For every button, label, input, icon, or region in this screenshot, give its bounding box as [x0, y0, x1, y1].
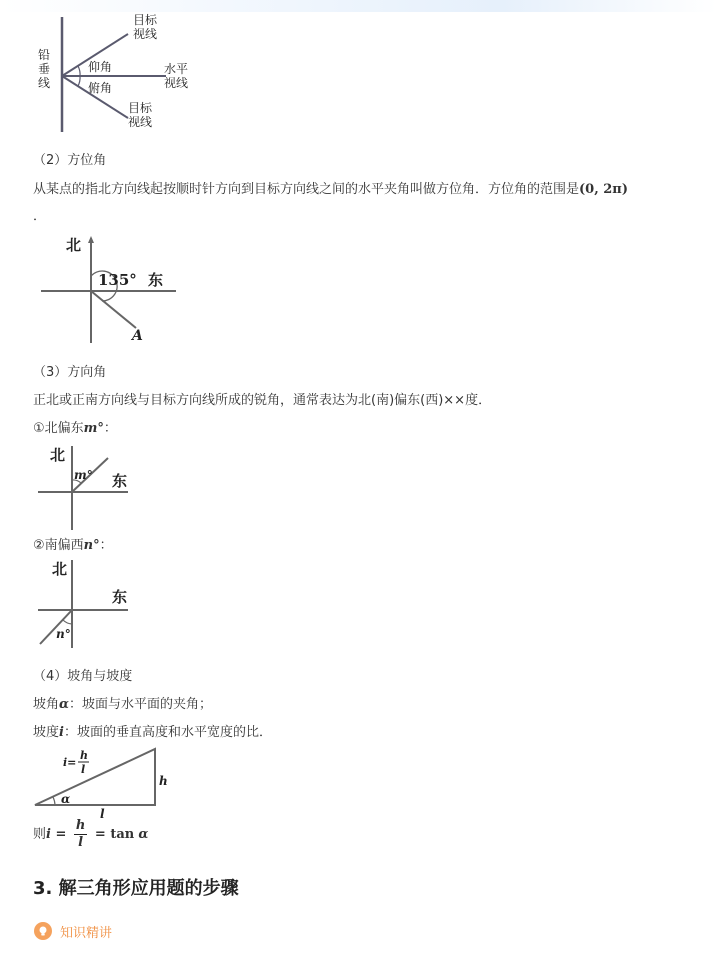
depression-arc [78, 76, 80, 86]
sw-angle-arc [63, 620, 72, 624]
formula-alpha: α [138, 827, 149, 842]
top-gradient-band [0, 0, 717, 12]
vertical-label-2: 垂 [38, 62, 51, 76]
slope-l-denominator: l [81, 763, 86, 776]
elevation-arc [78, 66, 80, 76]
slope-grade-prefix: 坡度 [33, 725, 60, 740]
formula-l: l [78, 835, 84, 850]
slope-angle-text: ：坡面与水平面的夹角； [69, 697, 213, 712]
elevation-angle-label: 仰角 [88, 60, 113, 74]
target-top-label-1: 目标 [133, 13, 158, 27]
east-label: 东 [148, 271, 164, 289]
north-east-heading [33, 420, 117, 438]
formula-fraction [74, 818, 87, 851]
sw-angle-label: n° [56, 627, 71, 641]
north-east-figure [36, 442, 146, 534]
sw-north-label: 北 [52, 560, 68, 578]
elevation-depression-figure [36, 12, 206, 137]
ne-north-label: 北 [50, 446, 66, 464]
slope-h-side: h [159, 774, 168, 788]
slope-h-numerator: h [80, 749, 88, 762]
slope-angle-var: α [59, 697, 70, 712]
north-label: 北 [66, 236, 82, 254]
horizontal-label-2: 视线 [164, 76, 189, 90]
section-2-title: （2）方位角 [33, 153, 107, 168]
north-east-colon: ： [103, 421, 117, 436]
slope-grade-text: ：坡面的垂直高度和水平宽度的比． [63, 725, 272, 740]
depression-angle-label: 俯角 [88, 81, 113, 95]
formula-prefix: 则 [33, 827, 47, 842]
knowledge-tag-label: 知识精讲 [60, 925, 113, 941]
direction-angle-definition: 正北或正南方向线与目标方向线所成的锐角，通常表达为北(南)偏东(西)××度． [33, 393, 492, 408]
azimuth-definition [33, 181, 628, 199]
point-a-label: A [132, 328, 143, 344]
knowledge-tag[interactable] [34, 921, 112, 941]
formula-i: i [46, 827, 51, 842]
slope-l-side: l [100, 807, 105, 820]
azimuth-range: (0, 2π) [579, 182, 628, 197]
slope-grade-definition [33, 724, 272, 742]
section-heading: 3. 解三角形应用题的步骤 [33, 878, 239, 899]
south-west-colon: ： [99, 538, 113, 553]
azimuth-period: ． [33, 209, 47, 224]
slope-alpha-label: α [61, 792, 71, 806]
formula-equals-2: = [90, 827, 111, 842]
section-3-title: （3）方向角 [33, 365, 107, 380]
south-west-heading [33, 537, 113, 555]
target-bottom-label-1: 目标 [128, 101, 153, 115]
lightbulb-icon [34, 922, 52, 940]
azimuth-angle-label: 135° [98, 271, 137, 289]
south-west-var: n° [83, 538, 100, 553]
target-bottom-label-2: 视线 [128, 115, 153, 129]
slope-angle-arc [53, 797, 55, 805]
north-east-var: m° [83, 421, 104, 436]
slope-angle-definition [33, 696, 212, 714]
slope-i-label: i= [63, 756, 77, 769]
slope-grade-var: i [59, 725, 64, 740]
azimuth-figure [36, 228, 186, 346]
formula-tan: tan [110, 827, 135, 842]
ne-east-label: 东 [112, 472, 128, 490]
slope-triangle-figure [33, 745, 173, 820]
north-arrow [88, 236, 94, 243]
slope-angle-prefix: 坡角 [33, 697, 60, 712]
vertical-label-1: 铅 [38, 48, 51, 62]
formula-h: h [75, 818, 86, 833]
azimuth-definition-text: 从某点的指北方向线起按顺时针方向到目标方向线之间的水平夹角叫做方位角．方位角的范围是 [33, 182, 580, 197]
target-top-label-2: 视线 [133, 27, 158, 41]
formula-equals-1: = [50, 827, 71, 842]
south-west-figure [36, 558, 146, 650]
slope-formula [33, 818, 148, 852]
ne-angle-label: m° [74, 468, 93, 482]
horizontal-label-1: 水平 [164, 62, 189, 76]
slope-triangle [35, 749, 155, 805]
vertical-label-3: 线 [38, 76, 51, 90]
section-4-title: （4）坡角与坡度 [33, 669, 133, 684]
north-east-prefix: ①北偏东 [33, 421, 84, 436]
sw-east-label: 东 [112, 588, 128, 606]
south-west-prefix: ②南偏西 [33, 538, 84, 553]
